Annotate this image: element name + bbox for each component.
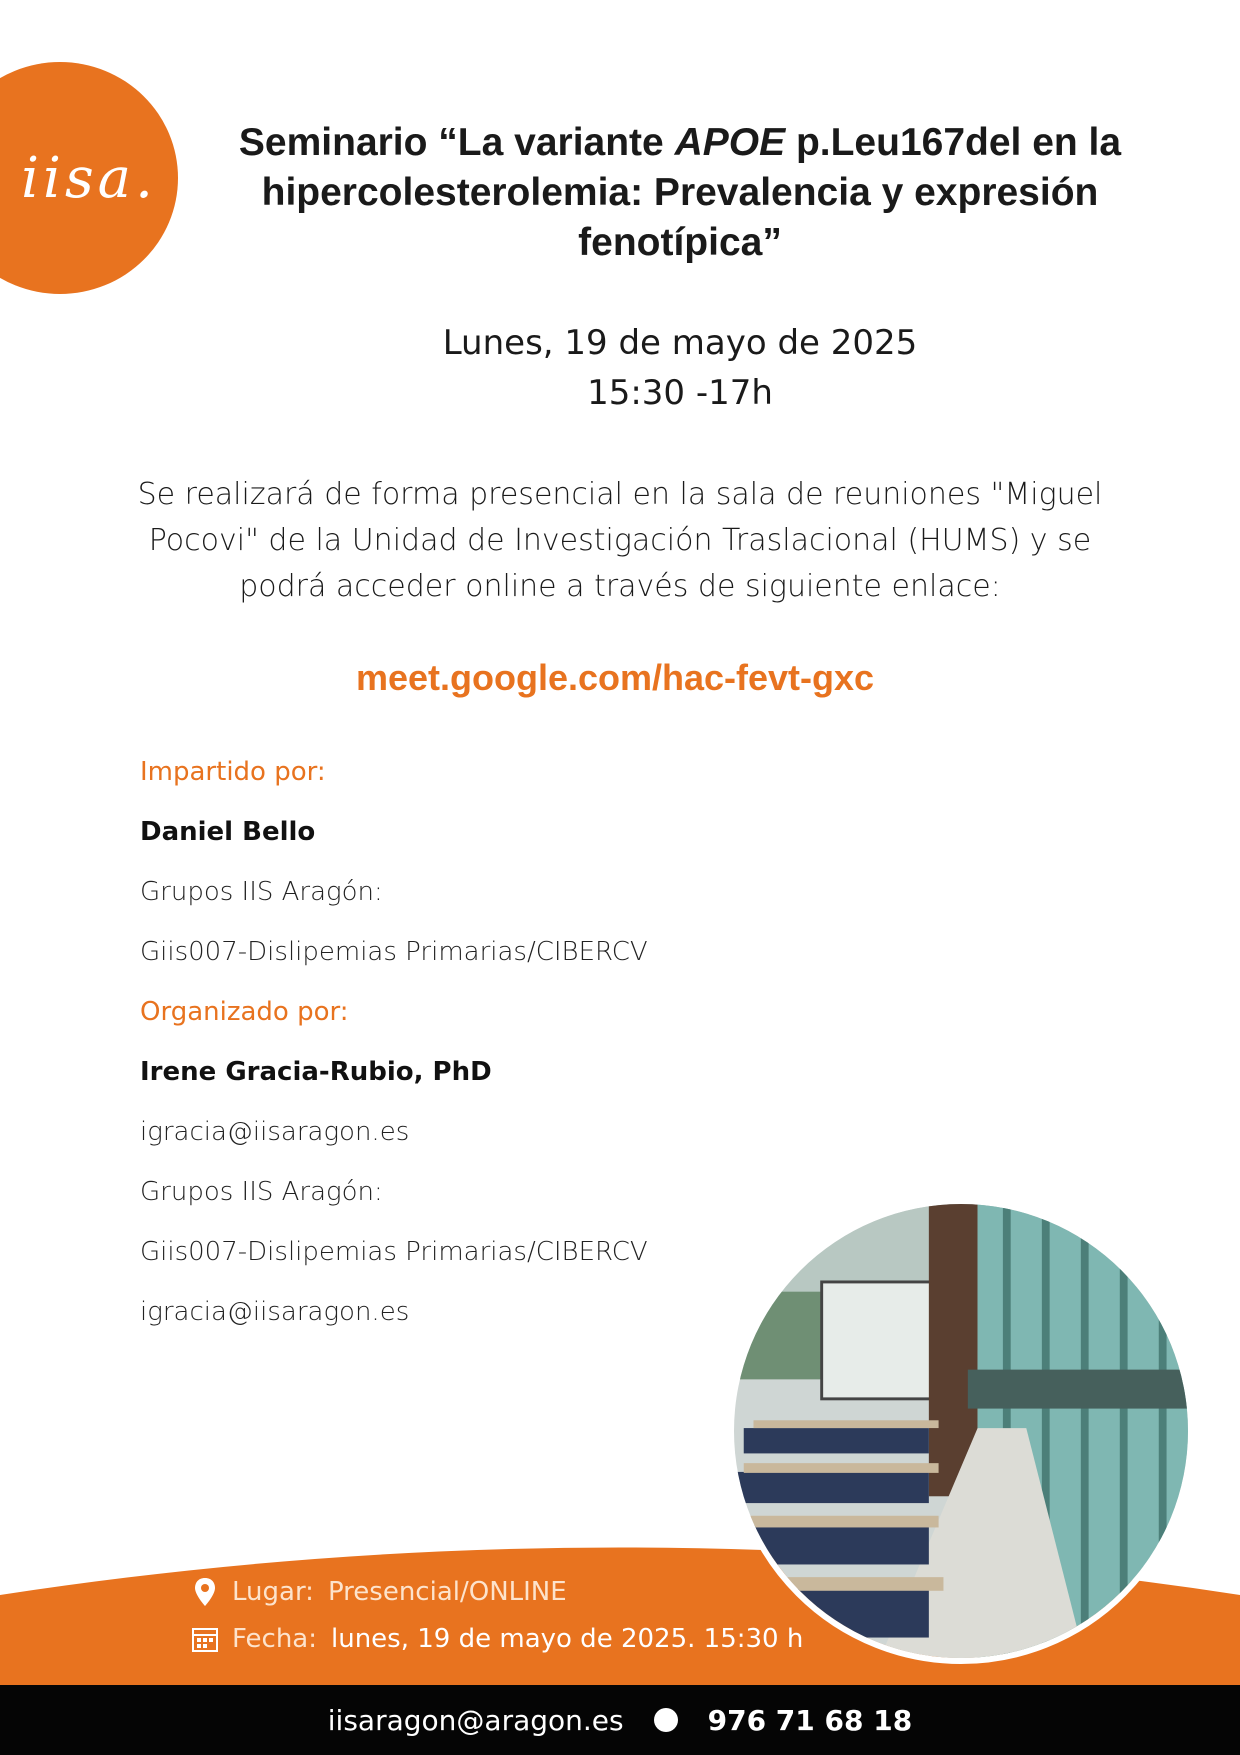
title-suffix: p.Leu167del en la hipercolesterolemia: Prevalencia y expresión fenotípica”	[261, 121, 1122, 264]
organizer-group: Giis007-Dislipemias Primarias/CIBERCV	[140, 1237, 648, 1267]
meet-link[interactable]: meet.google.com/hac-fevt-gxc	[355, 657, 875, 698]
classroom-illustration	[734, 1204, 1188, 1658]
calendar-icon	[192, 1624, 218, 1654]
people-info	[140, 752, 780, 1352]
speaker-group: Giis007-Dislipemias Primarias/CIBERCV	[140, 937, 648, 967]
organizer-email-2[interactable]: igracia@iisaragon.es	[140, 1297, 410, 1327]
organizer-heading: Organizado por:	[140, 997, 349, 1027]
event-time: 15:30 -17h	[587, 373, 773, 413]
speaker-name: Daniel Bello	[140, 817, 316, 847]
organizer-name: Irene Gracia-Rubio, PhD	[140, 1057, 492, 1087]
speaker-heading: Impartido por:	[140, 757, 326, 787]
event-datetime	[200, 318, 1160, 418]
event-description: Se realizará de forma presencial en la sala de reuniones "Miguel Pocovi" de la Unidad de Investigación Traslacional (HUMS) y se podrá acceder online a través de siguiente enlace:	[137, 477, 1103, 604]
seminar-title	[200, 118, 1160, 268]
speaker-groups-label: Grupos IIS Aragón:	[140, 877, 383, 907]
organizer-groups-label: Grupos IIS Aragón:	[140, 1177, 383, 1207]
footer-location	[192, 1577, 567, 1607]
date-label: Fecha:	[232, 1624, 317, 1654]
organizer-email[interactable]: igracia@iisaragon.es	[140, 1117, 410, 1147]
contact-phone[interactable]: 976 71 68 18	[707, 1703, 913, 1737]
contact-bar	[0, 1685, 1240, 1755]
separator-dot-icon	[654, 1708, 678, 1732]
title-gene: APOE	[674, 121, 786, 164]
event-date: Lunes, 19 de mayo de 2025	[442, 323, 918, 363]
iis-logo	[0, 62, 178, 294]
contact-email[interactable]: iisaragon@aragon.es	[327, 1703, 624, 1737]
logo-text: iisa.	[21, 145, 157, 211]
classroom-photo	[728, 1198, 1194, 1664]
date-value: lunes, 19 de mayo de 2025. 15:30 h	[331, 1624, 804, 1654]
footer-date	[192, 1624, 803, 1654]
location-value: Presencial/ONLINE	[327, 1577, 567, 1607]
location-label: Lugar:	[232, 1577, 314, 1607]
location-pin-icon	[192, 1577, 218, 1607]
title-prefix: Seminario “La variante	[238, 121, 675, 164]
